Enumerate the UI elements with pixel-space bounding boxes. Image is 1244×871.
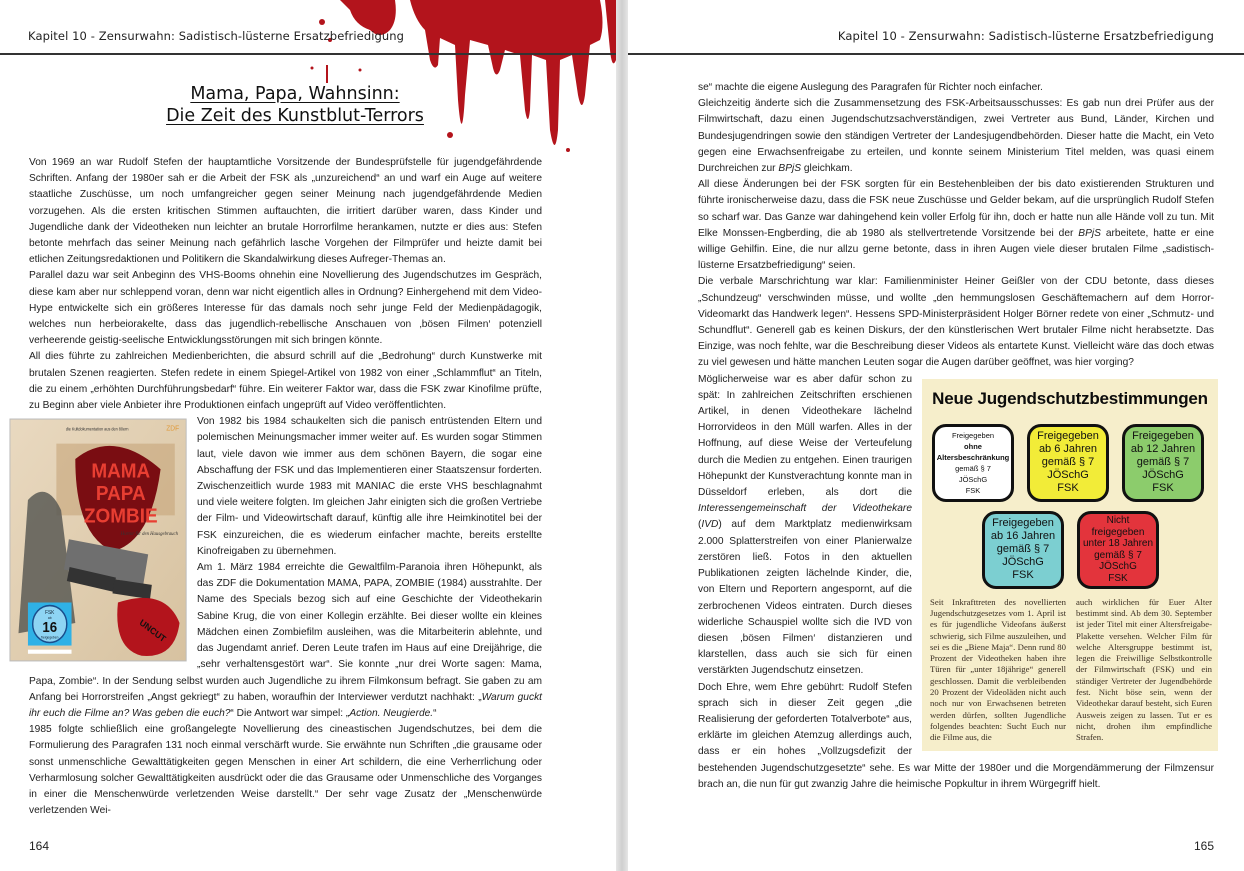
badge-line: FSK [1057, 482, 1079, 495]
paragraph: Die verbale Marschrichtung war klar: Familienminister Heiner Geißler von der CDU betonte, dass dieses „Schundzeug“ verschwinden müsse, und wollte „den hemmungslosen Geschäftemachern auf dem Horror-Videomarkt das Handwerk legen“. Hessens SPD-Ministerpräsident Holger Börner redete von einer „Schmutz- und Schundflut“. Generell gab es keinen Diskurs, der den künstlerischen Wert brutaler Filme nicht herabsetzte. Das Einzige, was noch fehlte, war die Beschreibung dieser Videos als entartete Kunst. Vielleicht wäre das doch etwas zu viel gewesen und hätte manchen Leuten sogar die Augen darüber geöffnet, was hier vorging? [698, 276, 1214, 369]
dvd-title-line: MAMA [91, 460, 151, 483]
left-body-text [29, 155, 542, 819]
dvd-title-line: PAPA [95, 482, 146, 506]
zdf-logo: ZDF [166, 425, 180, 433]
jugendschutz-poster-image [922, 379, 1218, 755]
dvd-top-line: die Kultdokumentation aus den 80ern [65, 426, 129, 432]
header-rule [0, 53, 616, 55]
paragraph: Von 1969 an war Rudolf Stefen der hauptamtliche Vorsitzende der Bundesprüfstelle für jugendgefährdende Schriften. Anfang der 1980er sah er die Arbeit der FSK als „unzureichend“ an und warf ein Auge auf weitere staatliche Zuschüsse, um noch umfangreicher gegen seiner Meinung nach jugendgefährdende Medien vorzugehen. Als die ersten kritischen Stimmen auftauchten, die irritiert darüber waren, dass Kinder und Jugendliche dank der Videotheken nun leichter an brutale Horrorfilme herankamen, nutzte er dies aus: Stefen betonte mehrfach das seiner Meinung nach gefährlich lasche Vorgehen der Filmprüfer und heizte damit bei etlichen Zeitungsredaktionen und Politikern die Skandalwirkung dieses Aufreger-Themas an. [29, 157, 542, 266]
ivd-abbr: IVD [701, 519, 719, 531]
chapter-title-line-1: Mama, Papa, Wahnsinn: [190, 84, 400, 104]
badge-line: Freigegeben [992, 517, 1054, 530]
paragraph: Doch Ehre, wem Ehre gebührt: Rudolf Stefen sprach sich in dieser Zeit gegen „die Realisierung der geforderten Totalverbote“ aus, erklärte im gleichen Atemzug allerdings auch, dass er ein hohes „Vollzugsdefizit der bestehenden Jugendschutzgesetzte“ sehe. Es war Mitte der 1980er und die Morgendämmerung der Filmzensur brach an, die nun für gut zwanzig Jahre die heimische Popkultur in ihrem Würgegriff hielt. [698, 681, 1214, 790]
badge-line: ab 16 Jahren [990, 530, 1056, 543]
running-head: Kapitel 10 - Zensurwahn: Sadistisch-lüsterne Ersatzbefriedigung [28, 29, 405, 43]
paragraph [29, 349, 542, 414]
left-page [0, 0, 616, 871]
paragraph: Parallel dazu war seit Anbeginn des VHS-Booms ohnehin eine Novellierung des Jugendschutzes im Gespräch, diese kam aber nur schleppend voran, denn war nicht eigentlich alles in Ordnung? Einhergehend mit dem Video-Hype entwickelte sich ein größeres Interesse für das damals noch sehr junge Feld der Medienpädagogik, welches nun herbeiorakelte, dass das jugendlich-rebellische Anschauen von ‚bösen Filmen‘ potenziell verheerende geistig-seelische Entwicklungsstörungen mit sich bringen könnte. [29, 270, 542, 347]
paragraph-text: Gleichzeitig änderte sich die Zusammensetzung des FSK-Arbeitsausschusses: Es gab nun drei Prüfer aus der Filmwirtschaft, dazu einen Jugendschutzsachverständigen, zwei Vertreter aus Bund, Länder, Kirchen und Bundesjugendringen sowie den ständigen Vertreter der Landesjugendbehörden. Dieser hatte die Macht, ein Veto gegen eine Erwachsenfreigabe zu erteilen, und konnte seinem Ministerium Titel melden, was quasi einem Durchreichen zur [698, 98, 1214, 175]
quote-mid: “ Die Antwort war simpel: „ [230, 707, 350, 719]
badge-line: FSK [965, 485, 981, 495]
fsk-label: FSK [45, 610, 55, 617]
quote-question: Warum guckt ihr euch die Filme an? Was geben die euch? [29, 691, 542, 719]
fsk-badge-0 [932, 424, 1014, 502]
fsk-badge-16 [982, 511, 1064, 589]
fsk-badge-6 [1027, 424, 1109, 502]
paragraph-text: All diese Änderungen bei der FSK sorgten für ein Bestehenbleiben der bis dato existierenden Strukturen und führte ironischerweise dazu, dass die FSK neue Zuschüsse und Gelder bekam, auf die ursprünglich Rudolf Stefen so scharf war. Das Ganze war dahingehend kein voller Erfolg für ihn, doch er hatte nun alle Hände voll zu tun. Mit Elke Monssen-Engberding, die ab 1980 als stellvertretende Vorsitzende bei der [698, 179, 1214, 239]
paragraph-text: gleichkam. [801, 163, 853, 175]
paragraph [698, 96, 1214, 177]
badge-line: FSK [1108, 572, 1128, 584]
page-number: 165 [1193, 839, 1214, 853]
dvd-cover-image [9, 418, 189, 668]
header-rule [628, 53, 1244, 55]
poster-column-2: auch wirklichen für Euer Alter bestimmt sind. Ab dem 30. September ist jeder Titel mit einer Altersfreigabe-Plakette versehen. Welcher Film für welche Altersgruppe bestimmt ist, legen die Freiwillige Selbstkontrolle der Filmwirtschaft (FSK) und ein ständiger Vertreter der Jugendbehörde fest. Nicht böse sein, wenn der Videothekar darauf besteht, sich Euren Ausweis zeigen zu lassen. Tut er es nicht, drohen ihm empfindliche Strafen. [1076, 596, 1212, 743]
badge-line: gemäß § 7 [1041, 456, 1095, 469]
uncut-stamp: UNCUT [137, 617, 168, 645]
fsk-ab: ab [47, 616, 52, 621]
badge-line: gemäß § 7 [955, 463, 991, 473]
right-page [628, 0, 1244, 871]
badge-line: FSK [1012, 569, 1034, 582]
paragraph-text: Am 1. März 1984 erreichte die Gewaltfilm-Paranoia ihren Höhepunkt, als das ZDF die Dokumentation MAMA, PAPA, ZOMBIE (1984) ausstrahlte. Der Name des Specials bezog sich auf eine Geschichte der Videothekarin Sabine Krug, die von einer Kollegin erzählte. Bei dieser wollte ein kleines Mädchen einen Zombiefilm ausleihen, was die Mitarbeiterin ablehnte, und das Jugendamt anrief. Deren Leute trafen im Haus auf eine Dreijährige, die „sehr verhaltensgestört war“. Sie konnte „nur drei Worte sagen: Mama, Papa, Zombie“. In der Sendung selbst wurden auch Jugendliche zu ihrem Filmkonsum befragt. Sie gaben zu am Anfang bei Horrorstreifen „Angst gekriegt“ zu haben, woraufhin der Interviewer verdutzt nachhakt: „ [29, 562, 542, 703]
poster-text-columns [930, 597, 1212, 744]
page-number: 164 [29, 839, 50, 853]
paragraph-text: All dies führte zu zahlreichen Medienberichten, die absurd schrill auf die „Bedrohung“ durch Kunstwerke mit brutalen Szenen reagierten. Stefen redete in einem Spiegel-Artikel von 1982 von einer „Schlammflut“ an Titeln, die zu einem „erhöhten Durchführungsbedarf“ führe. Ein weiterer Faktor war, dass die FSK zwar Kinofilme prüfte, zu Beginn aber viele Anbieter ihre Produktionen einfach ungeprüft auf Video veröffentlichten. [29, 351, 542, 412]
poster-title: Neue Jugendschutzbestimmungen [932, 388, 1208, 408]
badge-line: Freigegeben [951, 430, 995, 440]
paragraph-text: arbeitete, hatte er eine willige Gehilfin. Eine, die nur allzu gerne betonte, dass in ihren Augen viele dieser brutalen Filme „sadistisch-lüsterne Ersatzbefriedigung“ seien. [698, 227, 1214, 272]
right-body-text [698, 80, 1214, 793]
badge-line: gemäß § 7 [1094, 549, 1142, 561]
badge-line: JÖSchG [1142, 469, 1184, 482]
paragraph: se“ machte die eigene Auslegung des Paragrafen für Richter noch einfacher. [698, 82, 1043, 93]
poster-column-1: Seit Inkrafttreten des novellierten Jugendschutzgesetzes vom 1. April ist es für jugendliche Videofans äußerst schwierig, sich Filme auszuleihen, und sei es die „Biene Maja“. Denn rund 80 Prozent der Videotheken haben ihre Türen für „unter 18jährige“ generell geschlossen. Damit die verbleibenden 20 Prozent der Videoläden nicht auch noch nur von Erwachsenen betreten werden dürfen, sollten Jugendliche folgendes beachten: Sucht Euch nur die Filme aus, die [930, 596, 1066, 743]
poster [922, 379, 1218, 751]
ivd-name: Interessengemeinschaft der Videothekare [698, 503, 912, 515]
badge-line: gemäß § 7 [996, 543, 1050, 556]
paragraph-text: Möglicherweise war es aber dafür schon zu spät: In zahlreichen Zeitschriften erschienen Artikel, in denen Videothekare lächelnd Horrorvideos in den Müll warfen. Alles in der Hoffnung, auf diese Weise der Verteufelung durch die Medien zu entgehen. Einen traurigen Höhepunkt der Kunstverachtung konnte man in Düsseldorf erleben, als dort die [698, 373, 912, 499]
bpjs-abbr: BPjS [778, 163, 802, 175]
badge-line: Freigegeben [1132, 430, 1194, 443]
badge-line: Altersbeschränkung [936, 452, 1010, 462]
quote-answer: Action. Neugierde. [349, 707, 434, 719]
bpjs-abbr: BPjS [1078, 227, 1101, 239]
badge-line: ab 12 Jahren [1130, 443, 1196, 456]
fsk-freigegeben: freigegeben [41, 635, 59, 640]
badge-line: JÖSchG [958, 474, 988, 484]
badge-line: Nicht [1106, 515, 1130, 527]
dvd-subtitle: Horror für den Hausgebrauch [120, 531, 178, 538]
fsk-badge-18 [1077, 511, 1159, 589]
dvd-title-line: ZOMBIE [83, 505, 158, 528]
badge-line: JÖSchG [1047, 469, 1089, 482]
paragraph [698, 177, 1214, 274]
badge-line: JÖSchG [1099, 561, 1137, 573]
dvd-cover-art [9, 418, 189, 664]
badge-line: Freigegeben [1037, 430, 1099, 443]
paragraph: 1985 folgte schließlich eine großangelegte Novellierung des cineastischen Jugendschutzes, bei dem die Formulierung des Paragrafen 131 noch einmal verschärft wurde. Sie erwähnte nun Schriften „die grausame oder sonst unmenschliche Gewalttätigkeiten gegen Menschen in einer Art schildern, die eine Verherrlichung oder Verharmlosung solcher Gewalttätigkeiten ausdrückt oder die das Grausame oder Unmenschliche des Vorganges in einer die Menschenwürde verletzenden Weise darstellt.“ Der sehr vage Zusatz der „Menschenwürde verletzenden Wei- [29, 724, 542, 817]
badge-line: ohne [964, 441, 982, 451]
badge-line: freigegeben [1091, 526, 1145, 538]
running-head: Kapitel 10 - Zensurwahn: Sadistisch-lüsterne Ersatzbefriedigung [837, 29, 1214, 43]
chapter-title [0, 83, 590, 127]
chapter-title-line-2: Die Zeit des Kunstblut-Terrors [166, 106, 424, 126]
badge-line: gemäß § 7 [1136, 456, 1190, 469]
quote-end: “ [433, 707, 437, 719]
fsk-rating: 16 [42, 618, 58, 636]
paragraph: Von 1982 bis 1984 schaukelten sich die panisch entrüstenden Eltern und polemischen Meinungsmacher immer weiter auf. Es wurden sogar Stimmen laut, viele davon wie immer aus dem schönen Bayern, die sogar eine Abschaffung der FSK und das Implementieren einer Staatszensur forderten. Zwischenzeitlich wurde 1983 mit MANIAC die erste VHS beschlagnahmt und viele weitere folgten. Im gleichen Jahr einigten sich die großen Vertriebe der Film- und Videowirtschaft darauf, künftig alle ihre Heimkinotitel bei der FSK einzureichen, die es wiederum einfacher machte, bereits erstellte Kinofreigaben zu übernehmen. [197, 416, 542, 557]
paragraph-text: ( [698, 519, 702, 531]
badge-line: unter 18 Jahren [1082, 538, 1154, 550]
badge-line: JÖSchG [1002, 556, 1044, 569]
paragraph-text: ) auf dem Marktplatz medienwirksam 2.000 Splatterstreifen von einer Planierwalze zerstören ließ. Fotos in den aktuellen Publikationen zeigten lächelnde Kinder, die, von Eltern und Reportern angespornt, auf die zerbrochenen Videos eintraten. Durch dieses widerliche Schauspiel wollte sich die IVD von diesen ‚bösen Filmen‘ distanzieren und klarstellen, dass auch sie sich für einen verstärkten Jugendschutz einsetzen. [698, 519, 912, 677]
badge-line: ab 6 Jahren [1038, 443, 1098, 456]
badge-line: FSK [1152, 482, 1174, 495]
fsk-badge-12 [1122, 424, 1204, 502]
page-gutter [616, 0, 628, 871]
